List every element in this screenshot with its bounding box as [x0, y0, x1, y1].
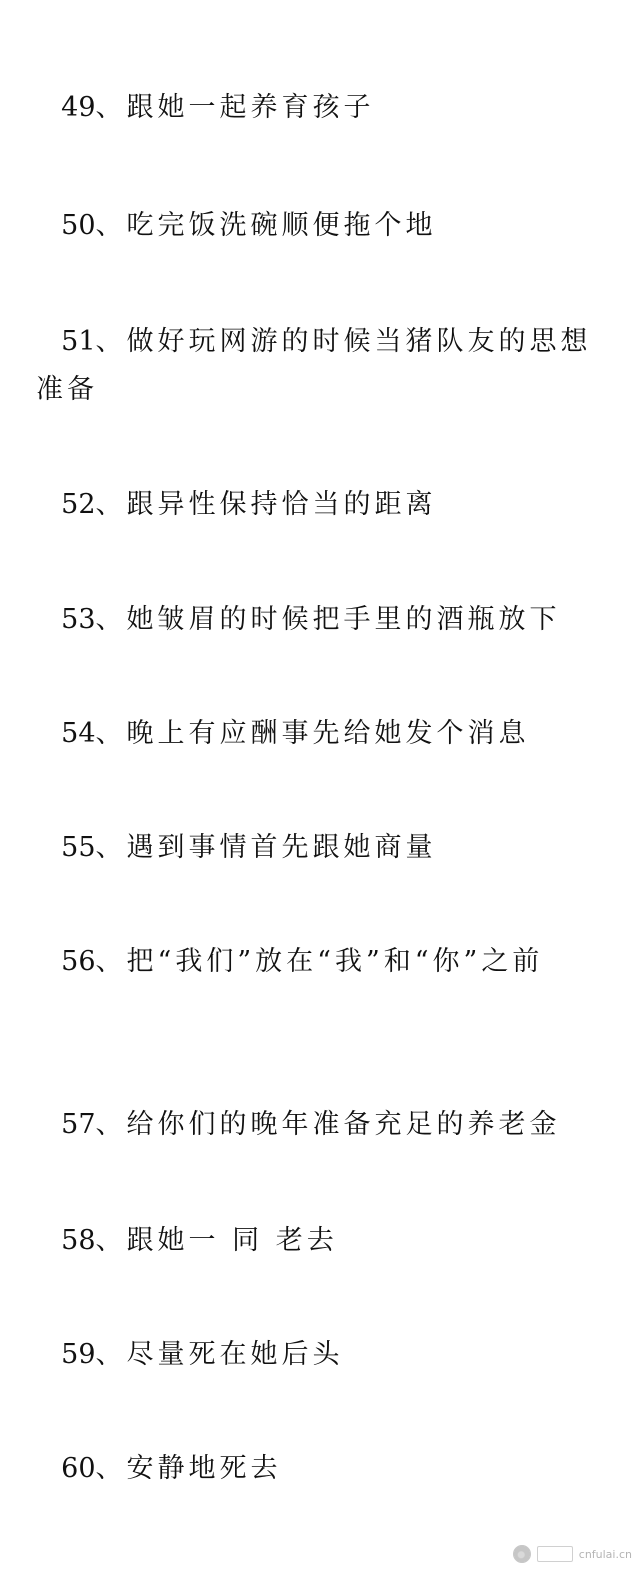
item-text: 尽量死在她后头 [126, 1339, 344, 1370]
item-text: 晚上有应酬事先给她发个消息 [126, 718, 530, 749]
list-item [36, 776, 616, 872]
list-item [36, 662, 616, 758]
item-number: 52 [61, 489, 96, 520]
item-separator: 、 [95, 326, 127, 357]
weibo-logo-icon [513, 1545, 531, 1563]
item-number: 60 [61, 1453, 96, 1484]
item-separator: 、 [95, 1453, 127, 1484]
item-separator: 、 [95, 210, 127, 241]
list-item [36, 433, 616, 529]
watermark [513, 1543, 632, 1565]
list-item [36, 1283, 616, 1379]
item-separator: 、 [95, 946, 127, 977]
item-separator: 、 [95, 1225, 127, 1256]
item-number: 56 [61, 946, 96, 977]
item-separator: 、 [95, 489, 127, 520]
item-text: 把“我们”放在“我”和“你”之前 [126, 946, 544, 977]
item-number: 51 [61, 326, 96, 357]
watermark-text: cnfulai.cn [578, 1547, 632, 1561]
item-text: 跟异性保持恰当的距离 [126, 489, 437, 520]
item-number: 59 [61, 1339, 96, 1370]
item-text: 她皱眉的时候把手里的酒瓶放下 [126, 604, 561, 635]
list-item [36, 154, 616, 250]
list-item [36, 890, 616, 986]
item-text: 吃完饭洗碗顺便拖个地 [126, 210, 437, 241]
item-number: 49 [61, 92, 96, 123]
item-text: 跟她一起养育孩子 [126, 92, 375, 123]
item-separator: 、 [95, 1109, 127, 1140]
list-item [36, 548, 616, 644]
item-number: 55 [61, 832, 96, 863]
item-text: 给你们的晚年准备充足的养老金 [126, 1109, 561, 1140]
watermark-box [537, 1546, 573, 1562]
item-text: 遇到事情首先跟她商量 [126, 832, 437, 863]
list-item [36, 1397, 616, 1493]
item-separator: 、 [95, 832, 127, 863]
item-number: 58 [61, 1225, 96, 1256]
item-number: 54 [61, 718, 96, 749]
list-item [36, 1169, 616, 1265]
item-number: 50 [61, 210, 96, 241]
item-separator: 、 [95, 718, 127, 749]
list-item [36, 270, 616, 414]
item-separator: 、 [95, 604, 127, 635]
list-item [36, 1053, 616, 1149]
list-item [36, 36, 616, 132]
item-number: 53 [61, 604, 96, 635]
item-text: 跟她一 同 老去 [126, 1225, 338, 1256]
item-separator: 、 [95, 92, 127, 123]
item-text: 做好玩网游的时候当猪队友的思想准备 [36, 326, 592, 405]
item-separator: 、 [95, 1339, 127, 1370]
item-number: 57 [61, 1109, 96, 1140]
item-text: 安静地死去 [126, 1453, 282, 1484]
